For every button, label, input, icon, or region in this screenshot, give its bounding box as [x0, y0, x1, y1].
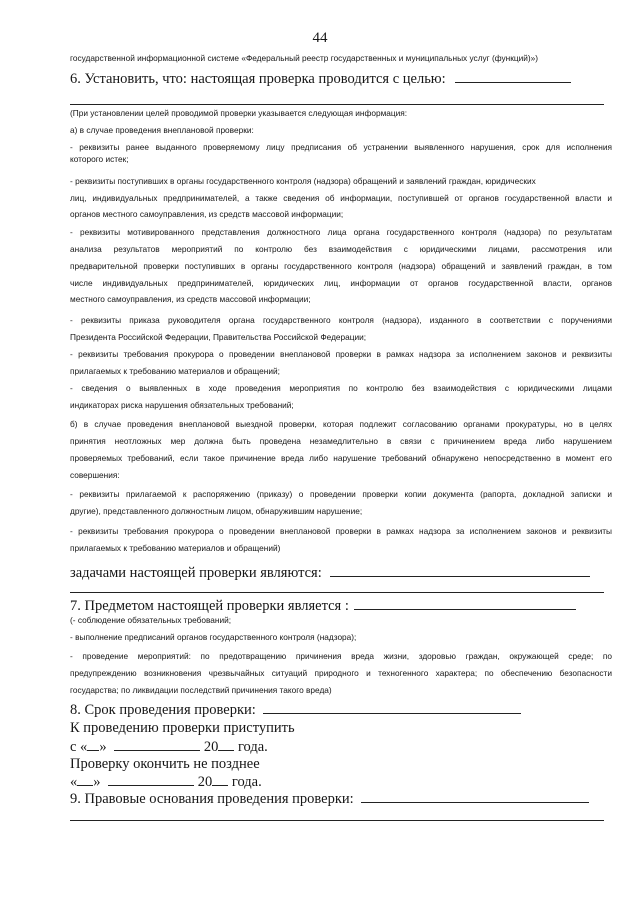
compliance-item: (- соблюдение обязательных требований;: [70, 615, 232, 625]
clause-b-line-3: проверяемых требований, если такое причинение вреда либо нарушение требований обнаружено непосредственно в момент его: [70, 453, 612, 463]
measures-line-1: - проведение мероприятий: по предотвращению причинения вреда жизни, здоровью граждан, окружающей среде; по: [70, 651, 612, 661]
clause-a: а) в случае проведения внеплановой проверки:: [70, 125, 254, 135]
clause-b-line-4: совершения:: [70, 470, 120, 480]
end-year: 20: [197, 774, 213, 790]
header-continuation: государственной информационной системе «Федеральный реестр государственных и муниципальных услуг (функций)»): [70, 53, 539, 63]
end-prefix: «: [70, 774, 78, 790]
start-year: 20: [203, 739, 219, 755]
section-7-title-text: 7. Предметом настоящей проверки является :: [70, 598, 349, 614]
item-8-line-1: - реквизиты требования прокурора о проведении внеплановой проверки в рамках надзора за исполнением законов и реквизиты: [70, 526, 612, 536]
end-day-blank: [77, 772, 93, 786]
item-4-line-1: - реквизиты приказа руководителя органа государственного контроля (надзора), изданного в соответствии с поручениями: [70, 315, 612, 325]
item-3-line-1: - реквизиты мотивированного представления должностного лица органа государственного контроля (надзора) по результатам: [70, 227, 612, 237]
section-6-title-text: 6. Установить, что: настоящая проверка проводится с целью:: [70, 71, 446, 87]
end-label: Проверку окончить не позднее: [70, 756, 260, 772]
legal-basis-blank: [361, 789, 589, 803]
item-7-line-1: - реквизиты прилагаемой к распоряжению (приказу) о проведении проверки копии документа (рапорта, докладной записки и: [70, 489, 612, 499]
legal-basis-rule: [70, 820, 604, 821]
section-8-title: [70, 700, 612, 719]
section-6-title: [70, 69, 612, 88]
clause-b-line-1: б) в случае проведения внеплановой выездной проверки, которая подлежит согласованию органами прокуратуры, но в целях: [70, 419, 612, 429]
start-label: К проведению проверки приступить: [70, 720, 295, 736]
end-quote: »: [93, 774, 101, 790]
start-day-blank: [87, 737, 99, 751]
start-prefix: с «: [70, 739, 88, 755]
end-month-blank: [108, 772, 194, 786]
section-8-title-text: 8. Срок проведения проверки:: [70, 702, 256, 718]
measures-line-2: предупреждению возникновения чрезвычайных ситуаций природного и техногенного характера; по обеспечению безопасности: [70, 668, 612, 678]
start-year-blank: [218, 737, 234, 751]
tasks-line: [70, 563, 612, 582]
item-3-line-3: предварительной проверки поступивших в органы государственного контроля (надзора) обращений и заявлений граждан, в том: [70, 261, 612, 271]
item-4-line-2: Президента Российской Федерации, Правительства Российской Федерации;: [70, 332, 367, 342]
item-5-line-1: - реквизиты требования прокурора о проведении внеплановой проверки в рамках надзора за исполнением законов и реквизиты: [70, 349, 612, 359]
item-5-line-2: прилагаемых к требованию материалов и обращений;: [70, 366, 280, 376]
prescriptions-item: - выполнение предписаний органов государственного контроля (надзора);: [70, 632, 357, 642]
section-9-title-text: 9. Правовые основания проведения проверки:: [70, 791, 354, 807]
item-6-line-2: индикаторах риска нарушения обязательных требований;: [70, 400, 294, 410]
item-7-line-2: другие), представленного должностным лицом, обнаружившим нарушение;: [70, 506, 363, 516]
item-3-line-5: местного самоуправления, из средств массовой информации;: [70, 294, 311, 304]
end-suffix: года.: [231, 774, 262, 790]
end-year-blank: [212, 772, 228, 786]
section-7-title: [70, 596, 612, 615]
item-1-line-2: которого истек;: [70, 154, 129, 164]
item-2-line-3: органов местного самоуправления, из средств массовой информации;: [70, 209, 344, 219]
item-2-line-1: - реквизиты поступивших в органы государственного контроля (надзора) обращений и заявлений граждан, юридических: [70, 176, 536, 186]
section-9-title: [70, 789, 612, 808]
goal-blank: [455, 69, 571, 83]
measures-line-3: государства; по ликвидации последствий причинения такого вреда): [70, 685, 332, 695]
item-3-line-2: анализа результатов мероприятий по контролю без взаимодействия с юридическими лицами, рассмотрения или: [70, 244, 612, 254]
info-note: (При установлении целей проводимой проверки указывается следующая информация:: [70, 108, 408, 118]
item-2-line-2: лиц, индивидуальных предпринимателей, а также сведения об информации, поступившей от органов государственной власти и: [70, 193, 612, 203]
start-month-blank: [114, 737, 200, 751]
start-suffix: года.: [237, 739, 268, 755]
tasks-label: задачами настоящей проверки являются:: [70, 565, 322, 581]
item-8-line-2: прилагаемых к требованию материалов и обращений): [70, 543, 281, 553]
subject-blank: [354, 596, 576, 610]
clause-b-line-2: принятия неотложных мер должна быть проведена незамедлительно в связи с причинением вреда либо нарушением: [70, 436, 612, 446]
tasks-blank: [330, 563, 590, 577]
item-1-line-1: - реквизиты ранее выданного проверяемому лицу предписания об устранении выявленного нарушения, срок для исполнения: [70, 142, 612, 152]
item-3-line-4: числе индивидуальных предпринимателей, юридических лиц, информации от органов государственной власти, органов: [70, 278, 612, 288]
item-6-line-1: - сведения о выявленных в ходе проведения мероприятия по контролю без взаимодействия с юридическими лицами: [70, 383, 612, 393]
page-number: 44: [312, 30, 328, 46]
start-quote: »: [99, 739, 107, 755]
term-blank: [263, 700, 521, 714]
start-date-line: [70, 737, 612, 756]
tasks-rule: [70, 592, 604, 593]
section-6-rule: [70, 104, 604, 105]
